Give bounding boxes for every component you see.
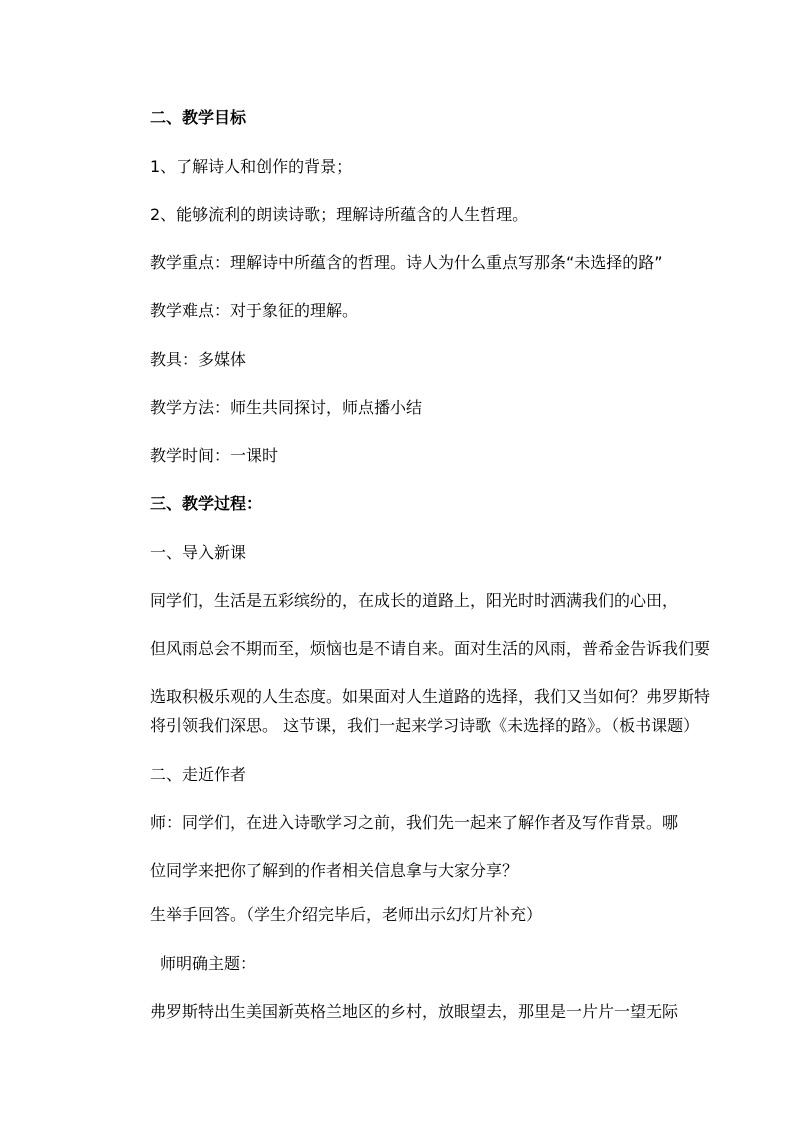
- step-heading-author: 二、走近作者: [150, 765, 247, 784]
- bio-paragraph-line: 弗罗斯特出生美国新英格兰地区的乡村，放眼望去，那里是一片片一望无际: [150, 1002, 679, 1021]
- intro-paragraph-line: 将引领我们深思。 这节课，我们一起来学习诗歌《未选择的路》。（板书课题）: [150, 716, 700, 735]
- goal-item-1: 1、了解诗人和创作的背景；: [150, 157, 353, 176]
- key-point: 教学重点：理解诗中所蕴含的哲理。诗人为什么重点写那条“未选择的路”: [150, 253, 663, 272]
- section-heading-goals: 二、教学目标: [150, 108, 247, 127]
- intro-paragraph-line: 同学们，生活是五彩缤纷的，在成长的道路上，阳光时时洒满我们的心田，: [150, 591, 679, 610]
- author-paragraph-line: 师：同学们，在进入诗歌学习之前，我们先一起来了解作者及写作背景。哪: [150, 813, 679, 832]
- goal-item-2: 2、能够流利的朗读诗歌；理解诗所蕴含的人生哲理。: [150, 205, 529, 224]
- difficulty: 教学难点：对于象征的理解。: [150, 301, 359, 320]
- student-answer: 生举手回答。（学生介绍完毕后，老师出示幻灯片补充）: [150, 905, 543, 924]
- section-heading-process: 三、教学过程：: [150, 494, 263, 513]
- intro-paragraph-line: 但风雨总会不期而至，烦恼也是不请自来。面对生活的风雨，普希金告诉我们要: [150, 639, 711, 658]
- teaching-method: 教学方法：师生共同探讨，师点播小结: [150, 398, 423, 417]
- author-paragraph-line: 位同学来把你了解到的作者相关信息拿与大家分享？: [150, 861, 519, 880]
- step-heading-intro: 一、导入新课: [150, 543, 247, 562]
- teacher-theme: 师明确主题：: [160, 954, 257, 973]
- teaching-time: 教学时间：一课时: [150, 446, 279, 465]
- teaching-tools: 教具：多媒体: [150, 350, 247, 369]
- intro-paragraph-line: 选取积极乐观的人生态度。如果面对人生道路的选择，我们又当如何？弗罗斯特: [150, 687, 711, 706]
